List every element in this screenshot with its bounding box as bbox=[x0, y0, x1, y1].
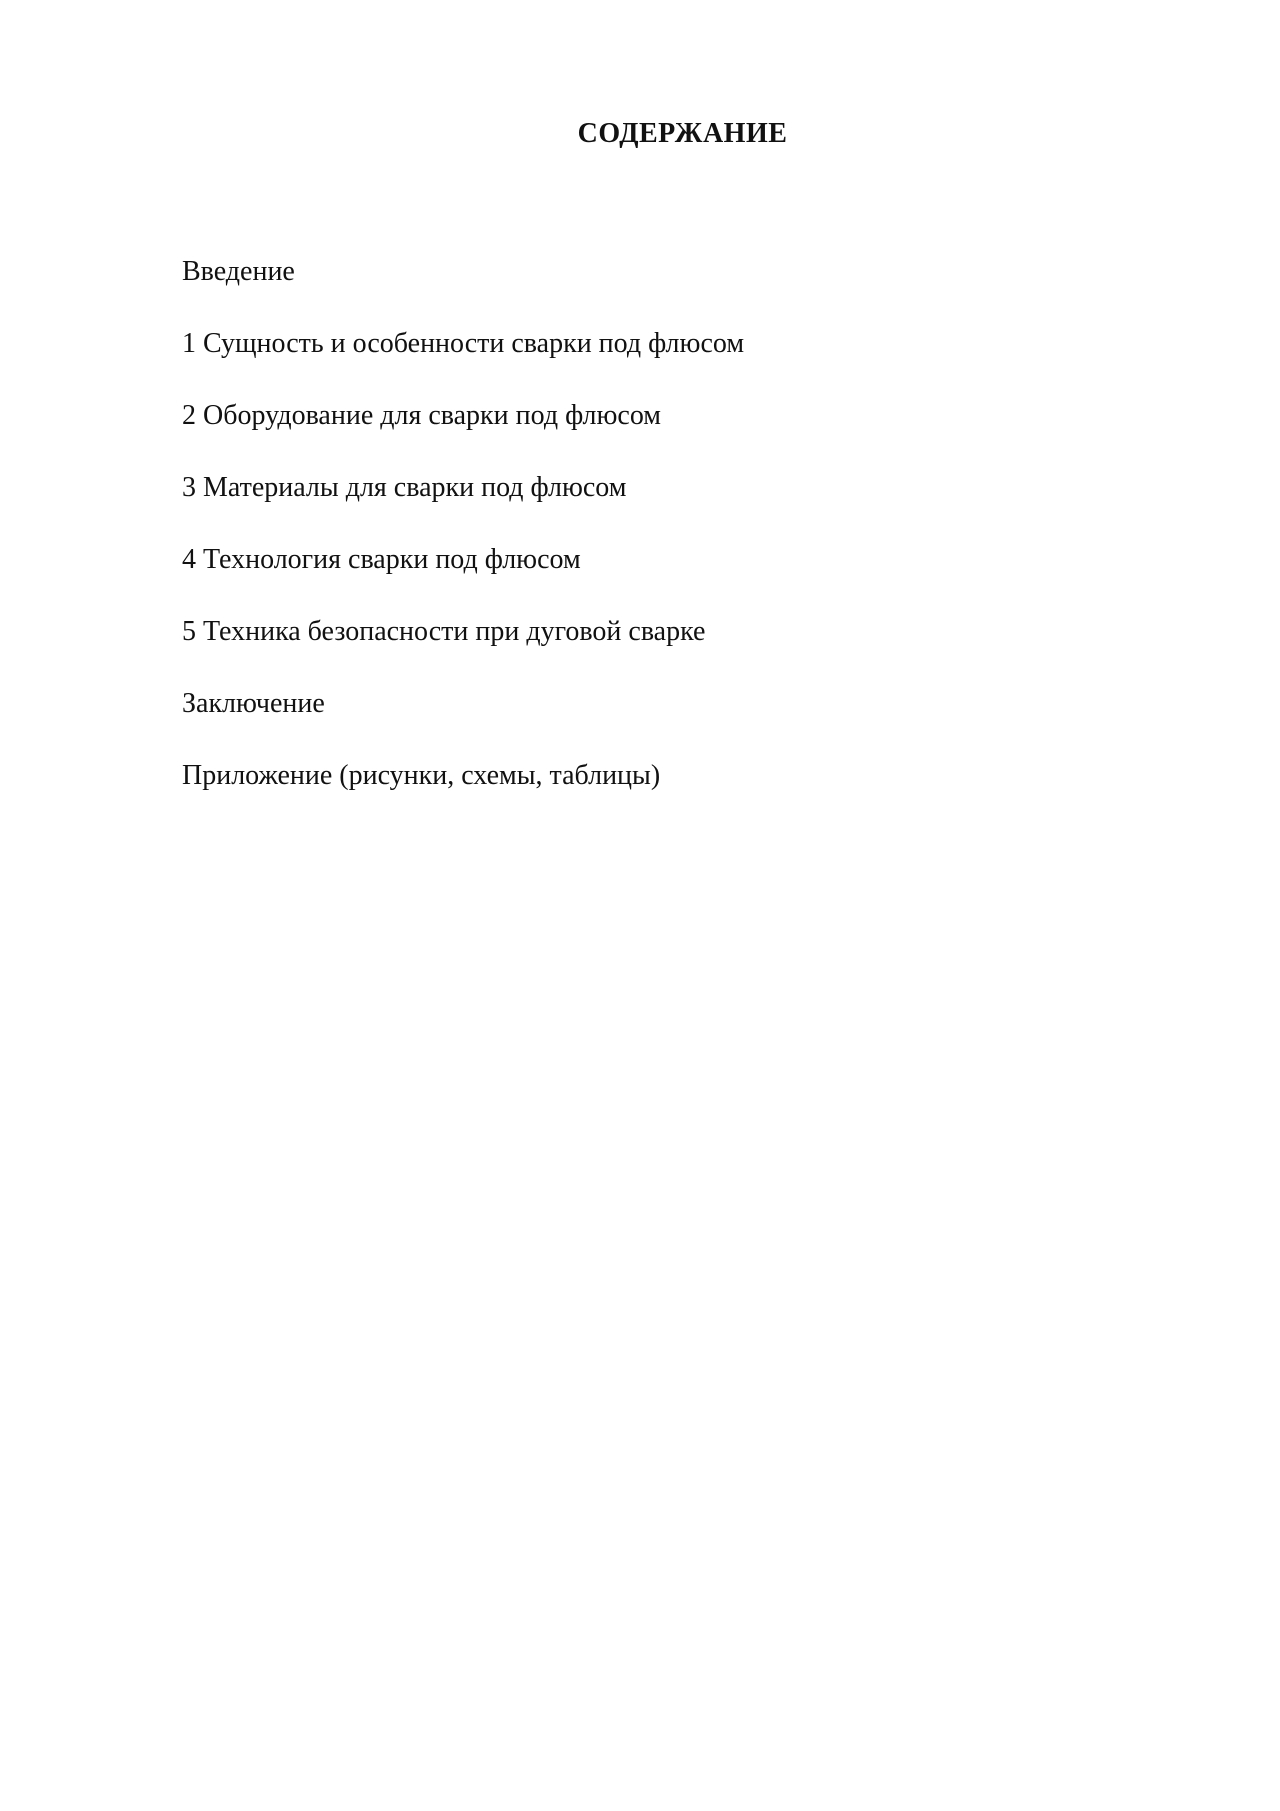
toc-item-section-5: 5 Техника безопасности при дуговой сварке bbox=[182, 616, 706, 647]
toc-item-introduction: Введение bbox=[182, 256, 295, 287]
toc-item-conclusion: Заключение bbox=[182, 688, 325, 719]
toc-item-section-4: 4 Технология сварки под флюсом bbox=[182, 544, 581, 575]
page-title: СОДЕРЖАНИЕ bbox=[577, 118, 788, 149]
toc-item-appendix: Приложение (рисунки, схемы, таблицы) bbox=[182, 760, 661, 791]
toc-item-section-3: 3 Материалы для сварки под флюсом bbox=[182, 472, 627, 503]
toc-item-section-1: 1 Сущность и особенности сварки под флюсом bbox=[182, 328, 745, 359]
toc-item-section-2: 2 Оборудование для сварки под флюсом bbox=[182, 400, 662, 431]
table-of-contents bbox=[182, 252, 744, 828]
